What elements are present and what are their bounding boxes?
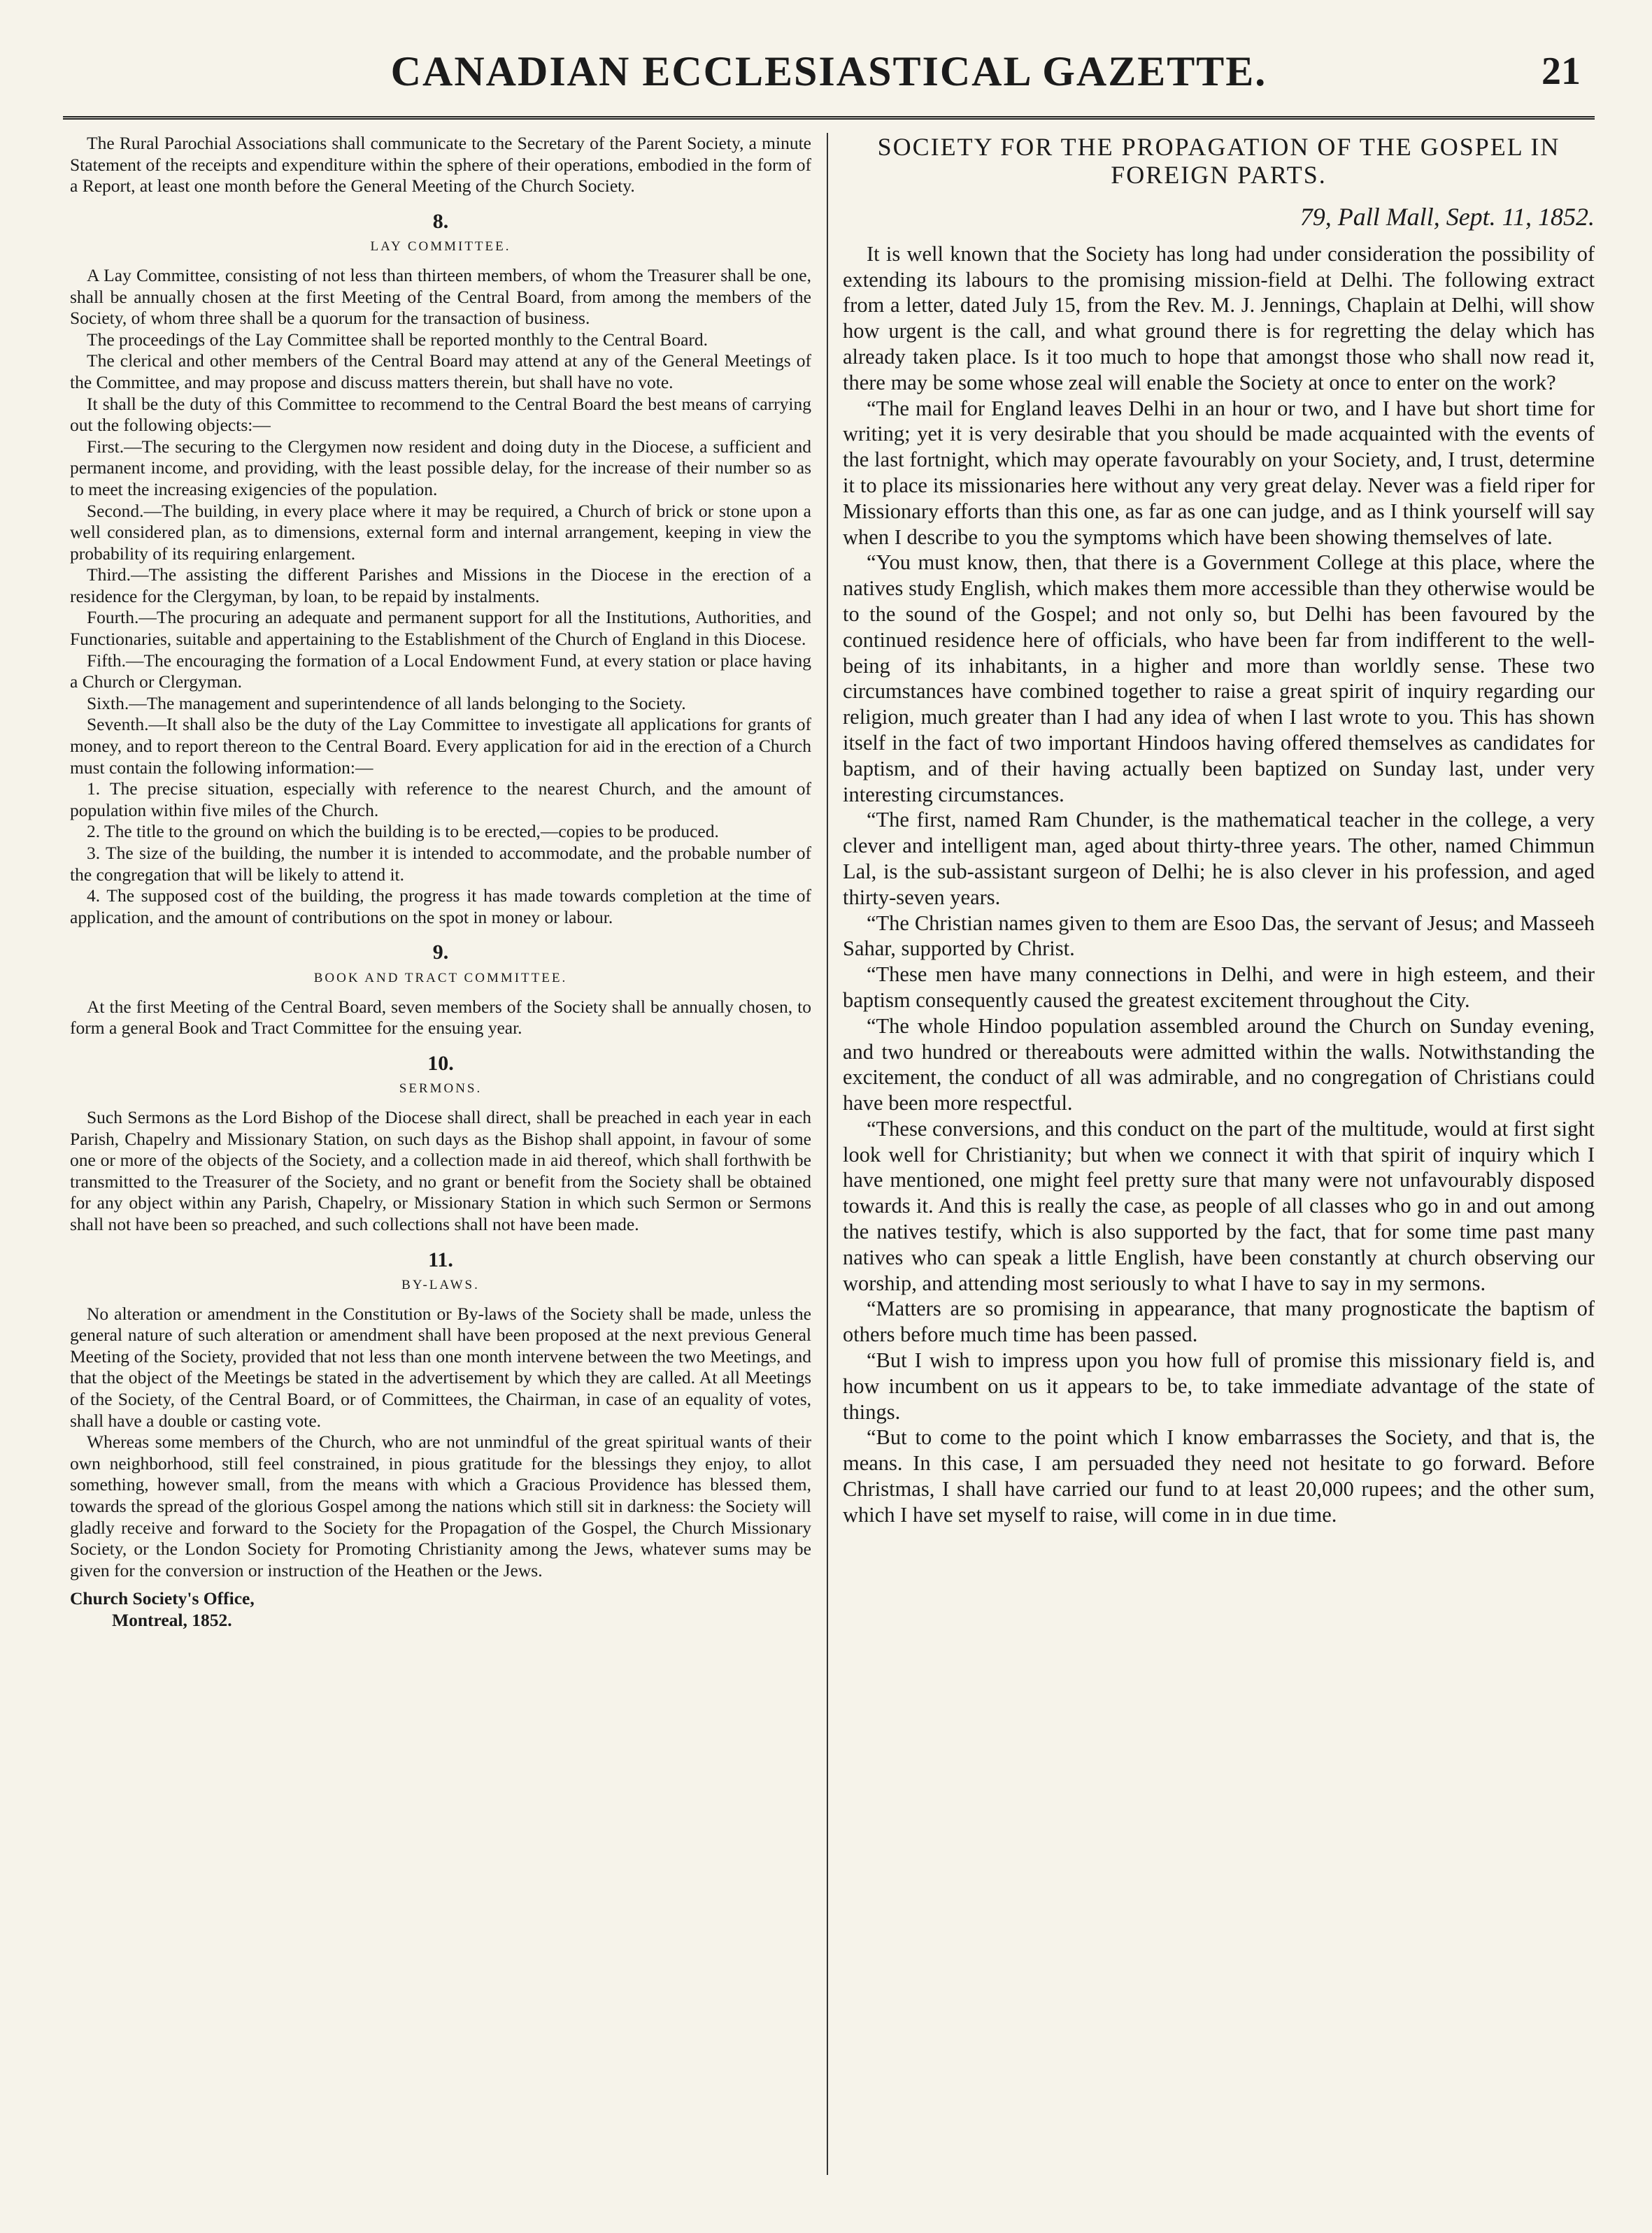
object-fifth: Fifth.—The encouraging the formation of a Local Endowment Fund, at every station or place having a Church or Clergyman. [70, 650, 811, 692]
intro-paragraph: The Rural Parochial Associations shall communicate to the Secretary of the Parent Society, a minute Statement of the receipts and expenditure within the sphere of their operations, embodied in the form of a Report, at least one month before the General Meeting of the Church Society. [70, 133, 811, 197]
section-11-number: 11. [428, 1248, 453, 1271]
article-paragraph: “The mail for England leaves Delhi in an hour or two, and I have but short time for writing; yet it is very desirable that you should be made acquainted with the events of the last fortnight, which may operate favourably on your Society, and, I trust, determine it to place its missionaries here without any very great delay. Never was a field riper for Missionary efforts than this one, as far as one can judge, and as I think yourself will say when I describe to you the symptoms which have been showing themselves of late. [843, 396, 1595, 549]
right-column [843, 133, 1595, 1528]
article-paragraph: “The Christian names given to them are Esoo Das, the servant of Jesus; and Masseeh Sahar, supported by Christ. [843, 911, 1595, 961]
bylaws-paragraph-1: No alteration or amendment in the Constitution or By-laws of the Society shall be made, unless the general nature of such alteration or amendment shall have been proposed at the next previous General Meeting of the Society, provided that not less than one month intervene between the two Meetings, and that the object of the Meetings be stated in the advertisement by which they are called. At all Meetings of the Society, of the Central Board, or of Committees, the Chairman, in case of an equality of votes, shall have a double or casting vote. [70, 1303, 811, 1431]
article-paragraph: “Matters are so promising in appearance, that many prognosticate the baptism of others before much time has been passed. [843, 1297, 1595, 1347]
article-paragraph: “These conversions, and this conduct on the part of the multitude, would at first sight look well for Christianity; but when we connect it with that spirit of inquiry which I have mentioned, one might feel pretty sure that many were not unfavourably disposed towards it. And this is really the case, as people of all classes who go in and out among the natives testify, which is also supported by the fact, that for some time past many natives who can speak a little English, have been constantly at church observing our worship, and attending most seriously to what I have to say in my sermons. [843, 1116, 1595, 1295]
lay-committee-p3: The clerical and other members of the Central Board may attend at any of the General Meetings of the Committee, and may propose and discuss matters therein, but shall have no vote. [70, 350, 811, 392]
article-title: SOCIETY FOR THE PROPAGATION OF THE GOSPEL IN FOREIGN PARTS. [877, 133, 1560, 189]
publication-title: CANADIAN ECCLESIASTICAL GAZETTE. [390, 48, 1267, 94]
info-item-3: 3. The size of the building, the number it is intended to accommodate, and the probable number of the congregation that will be likely to attend it. [70, 843, 811, 885]
lay-committee-p4: It shall be the duty of this Committee to recommend to the Central Board the best means of carrying out the following objects:— [70, 393, 811, 436]
article-paragraph: “But I wish to impress upon you how full of promise this missionary field is, and how incumbent on us it appears to be, to take immediate advantage of the state of things. [843, 1348, 1595, 1424]
article-paragraph: It is well known that the Society has long had under consideration the possibility of extending its labours to the promising mission-field at Delhi. The following extract from a letter, dated July 15, from the Rev. M. J. Jennings, Chaplain at Delhi, will show how urgent is the call, and what ground there is for regretting the delay which has already taken place. Is it too much to hope that amongst those who shall now read it, there may be some whose zeal will enable the Society at once to enter on the work? [843, 241, 1595, 394]
article-paragraph: “But to come to the point which I know embarrasses the Society, and that is, the means. In this case, I am persuaded they need not hesitate to go forward. Before Christmas, I shall have carried our fund to at least 20,000 rupees; and the other sum, which I have set myself to raise, will come in in due time. [843, 1425, 1595, 1527]
article-paragraph: “You must know, then, that there is a Government College at this place, where the natives study English, which makes them more accessible than they otherwise would be to the sound of the Gospel; and not only so, but Delhi has been favoured by the continued residence here of officials, who have been far from indifferent to the well-being of its inhabitants, in a higher and more than worldly sense. These two circumstances have combined together to raise a great spirit of inquiry regarding our religion, much greater than I had any idea of when I last wrote to you. This has shown itself in the fact of two important Hindoos having offered themselves as candidates for baptism, and of their having actually been baptized on Sunday last, under very interesting circumstances. [843, 550, 1595, 806]
book-tract-paragraph: At the first Meeting of the Central Board, seven members of the Society shall be annually chosen, to form a general Book and Tract Committee for the ensuing year. [70, 996, 811, 1039]
section-10-title: SERMONS. [399, 1081, 483, 1097]
object-first: First.—The securing to the Clergymen now resident and doing duty in the Diocese, a sufficient and permanent income, and providing, with the least possible delay, for the increase of their number so as to meet the increasing exigencies of the population. [70, 436, 811, 499]
section-9-title: BOOK AND TRACT COMMITTEE. [313, 970, 568, 985]
signature-office: Church Society's Office, [70, 1588, 255, 1609]
page-header [63, 41, 1595, 104]
object-sixth: Sixth.—The management and superintendence of all lands belonging to the Society. [87, 692, 686, 713]
section-11-title: BY-LAWS. [401, 1278, 480, 1293]
sermons-paragraph: Such Sermons as the Lord Bishop of the Diocese shall direct, shall be preached in each year in each Parish, Chapelry and Missionary Station, on such days as the Bishop shall appoint, in favour of some one or more of the objects of the Society, and a collection made in aid thereof, which shall forthwith be transmitted to the Treasurer of the Society, and no grant or benefit from the Society shall be obtained for any object within any Parish, Chapelry, or Missionary Station in which such Sermon or Sermons shall not have been so preached, and such collections shall not have been made. [70, 1106, 811, 1234]
article-paragraph: “The whole Hindoo population assembled around the Church on Sunday evening, and two hundred or thereabouts were admitted within the walls. Notwithstanding the excitement, the conduct of all was admirable, and no congregation of Christians could have been more respectful. [843, 1013, 1595, 1115]
left-column [70, 133, 811, 1632]
signature-place-date: Montreal, 1852. [112, 1610, 232, 1630]
bylaws-paragraph-2: Whereas some members of the Church, who are not unmindful of the great spiritual wants of their own neighborhood, still feel constrained, in pious gratitude for the blessings they enjoy, to allot something, however small, from the means with which a Gracious Providence has blessed them, towards the spread of the glorious Gospel among the nations which still sit in darkness: the Society will gladly receive and forward to the Society for the Propagation of the Gospel, the Church Missionary Society, or the London Society for Promoting Christianity among the Jews, whatever sums may be given for the conversion or instruction of the Heathen or the Jews. [70, 1432, 811, 1581]
section-10-number: 10. [427, 1051, 454, 1075]
info-item-2: 2. The title to the ground on which the building is to be erected,—copies to be produced. [87, 821, 719, 842]
lay-committee-p1: A Lay Committee, consisting of not less than thirteen members, of whom the Treasurer shall be one, shall be annually chosen at the first Meeting of the Central Board, from among the members of the Society, of whom three shall be a quorum for the transaction of business. [70, 264, 811, 329]
section-9-number: 9. [432, 941, 449, 964]
article-paragraph: “These men have many connections in Delhi, and were in high esteem, and their baptism consequently caused the greatest excitement throughout the City. [843, 962, 1595, 1012]
lay-committee-p2: The proceedings of the Lay Committee shall be reported monthly to the Central Board. [87, 329, 708, 350]
article-dateline: 79, Pall Mall, Sept. 11, 1852. [1299, 203, 1595, 231]
info-item-4: 4. The supposed cost of the building, the progress it has made towards completion at the time of application, and the amount of contributions on the spot in money or labour. [70, 885, 811, 927]
header-rule [63, 116, 1595, 120]
section-8-title: LAY COMMITTEE. [370, 239, 511, 255]
object-second: Second.—The building, in every place where it may be required, a Church of brick or stone upon a well considered plan, as to dimensions, external form and internal arrangement, keeping in view the probability of its requiring enlargement. [70, 500, 811, 564]
info-item-1: 1. The precise situation, especially with reference to the nearest Church, and the amount of population within five miles of the Church. [70, 778, 811, 820]
article-paragraph: “The first, named Ram Chunder, is the mathematical teacher in the college, a very clever and intelligent man, aged about thirty-three years. The other, named Chimmun Lal, is the sub-assistant surgeon of Delhi; he is also clever in his profession, and aged thirty-seven years. [843, 808, 1595, 909]
section-8-number: 8. [432, 209, 449, 233]
column-divider [827, 133, 828, 2175]
object-seventh: Seventh.—It shall also be the duty of the Lay Committee to investigate all applications for grants of money, and to report thereon to the Central Board. Every application for aid in the erection of a Church must contain the following information:— [70, 714, 811, 778]
object-fourth: Fourth.—The procuring an adequate and permanent support for all the Institutions, Authorities, and Functionaries, suitable and appertaining to the Establishment of the Church of England in this Diocese. [70, 607, 811, 650]
object-third: Third.—The assisting the different Parishes and Missions in the Diocese in the erection of a residence for the Clergyman, by loan, to be repaid by instalments. [70, 564, 811, 606]
page-number: 21 [1541, 50, 1581, 93]
